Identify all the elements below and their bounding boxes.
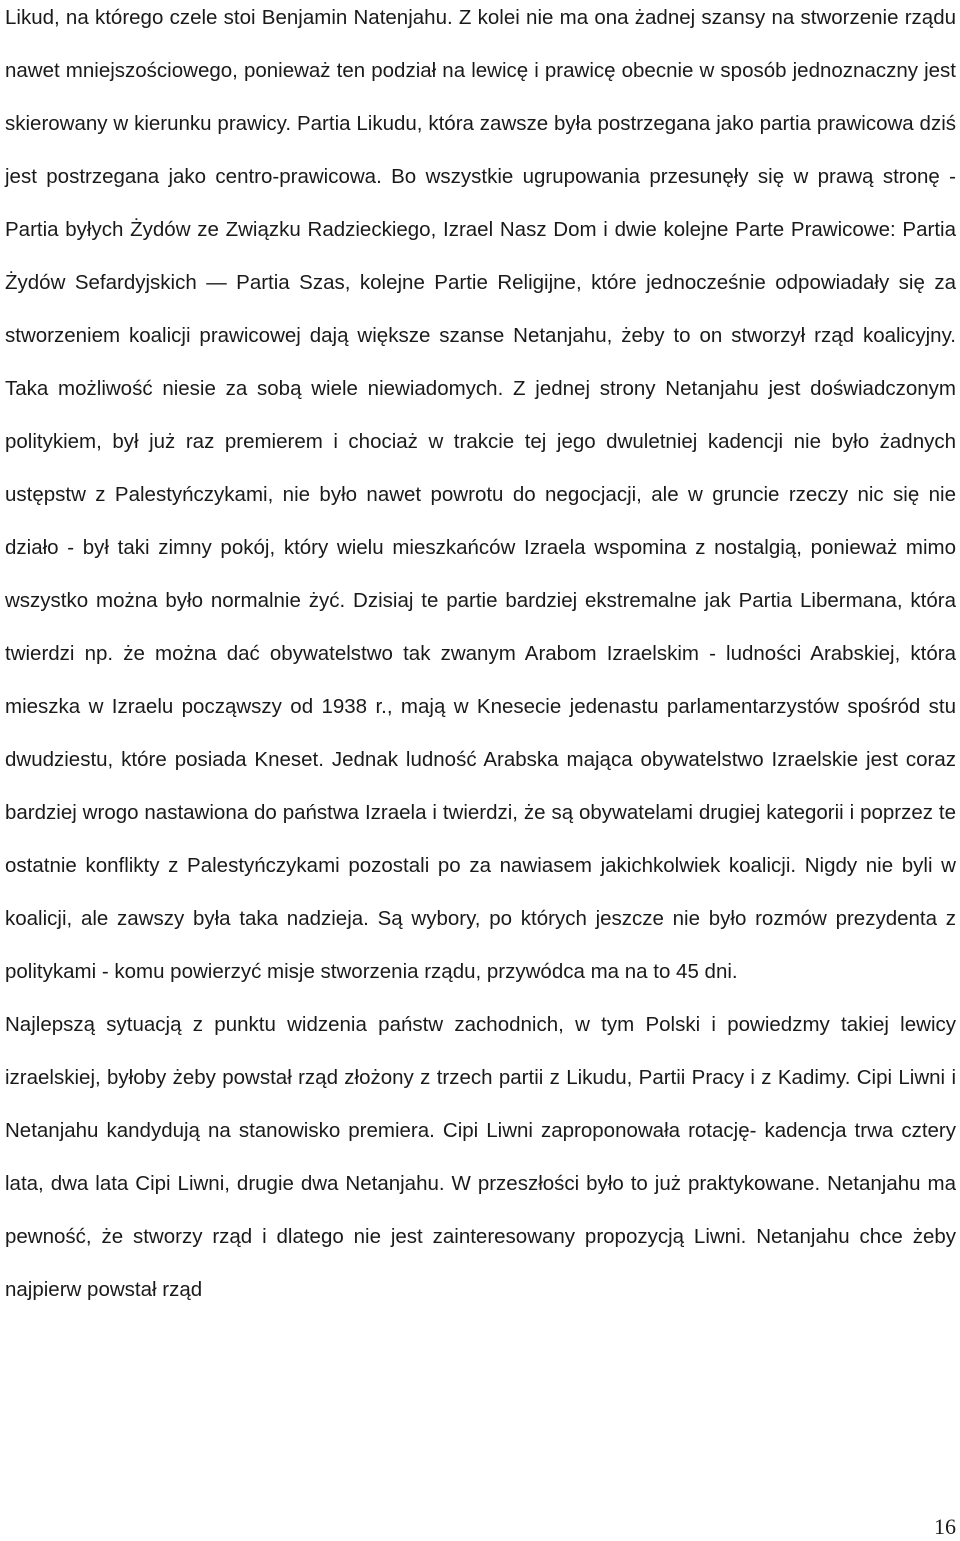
paragraph-1: Likud, na którego czele stoi Benjamin Natenjahu. Z kolei nie ma ona żadnej szansy na stworzenie rządu nawet mniejszościowego, ponieważ ten podział na lewicę i prawicę obecnie w sposób jednoznaczny jest skierowany w kierunku prawicy. Partia Likudu, która zawsze była postrzegana jako partia prawicowa dziś jest postrzegana jako centro-prawicowa. Bo wszystkie ugrupowania przesunęły się w prawą stronę - Partia byłych Żydów ze Związku Radzieckiego, Izrael Nasz Dom i dwie kolejne Parte Prawicowe: Partia Żydów Sefardyjskich — Partia Szas, kolejne Partie Religijne, które jednocześnie odpowiadały się za stworzeniem koalicji prawicowej dają większe szanse Netanjahu, żeby to on stworzył rząd koalicyjny. Taka możliwość niesie za sobą wiele niewiadomych. Z jednej strony Netanjahu jest doświadczonym politykiem, był już raz premierem i chociaż w trakcie tej jego dwuletniej kadencji nie było żadnych ustępstw z Palestyńczykami, nie było nawet powrotu do negocjacji, ale w gruncie rzeczy nic się nie działo - był taki zimny pokój, który wielu mieszkańców Izraela wspomina z nostalgią, ponieważ mimo wszystko można było normalnie żyć. Dzisiaj te partie bardziej ekstremalne jak Partia Libermana, która twierdzi np. że można dać obywatelstwo tak zwanym Arabom Izraelskim - ludności Arabskiej, która mieszka w Izraelu począwszy od 1938 r., mają w Knesecie jedenastu parlamentarzystów spośród stu dwudziestu, które posiada Kneset. Jednak ludność Arabska mająca obywatelstwo Izraelskie jest coraz bardziej wrogo nastawiona do państwa Izraela i twierdzi, że są obywatelami drugiej kategorii i poprzez te ostatnie konflikty z Palestyńczykami pozostali po za nawiasem jakichkolwiek koalicji. Nigdy nie byli w koalicji, ale zawszy była taka nadzieja. Są wybory, po których jeszcze nie było rozmów prezydenta z politykami - komu powierzyć misje stworzenia rządu, przywódca ma na to 45 dni.	[5, 6, 956, 983]
page-number: 16	[934, 1514, 956, 1539]
body-text	[5, 0, 956, 1316]
paragraph-2: Najlepszą sytuacją z punktu widzenia państw zachodnich, w tym Polski i powiedzmy takiej lewicy izraelskiej, byłoby żeby powstał rząd złożony z trzech partii z Likudu, Partii Pracy i z Kadimy. Cipi Liwni i Netanjahu kandydują na stanowisko premiera. Cipi Liwni zaproponowała rotację- kadencja trwa cztery lata, dwa lata Cipi Liwni, drugie dwa Netanjahu. W przeszłości było to już praktykowane. Netanjahu ma pewność, że stworzy rząd i dlatego nie jest zainteresowany propozycją Liwni. Netanjahu chce żeby najpierw powstał rząd	[5, 1013, 956, 1301]
